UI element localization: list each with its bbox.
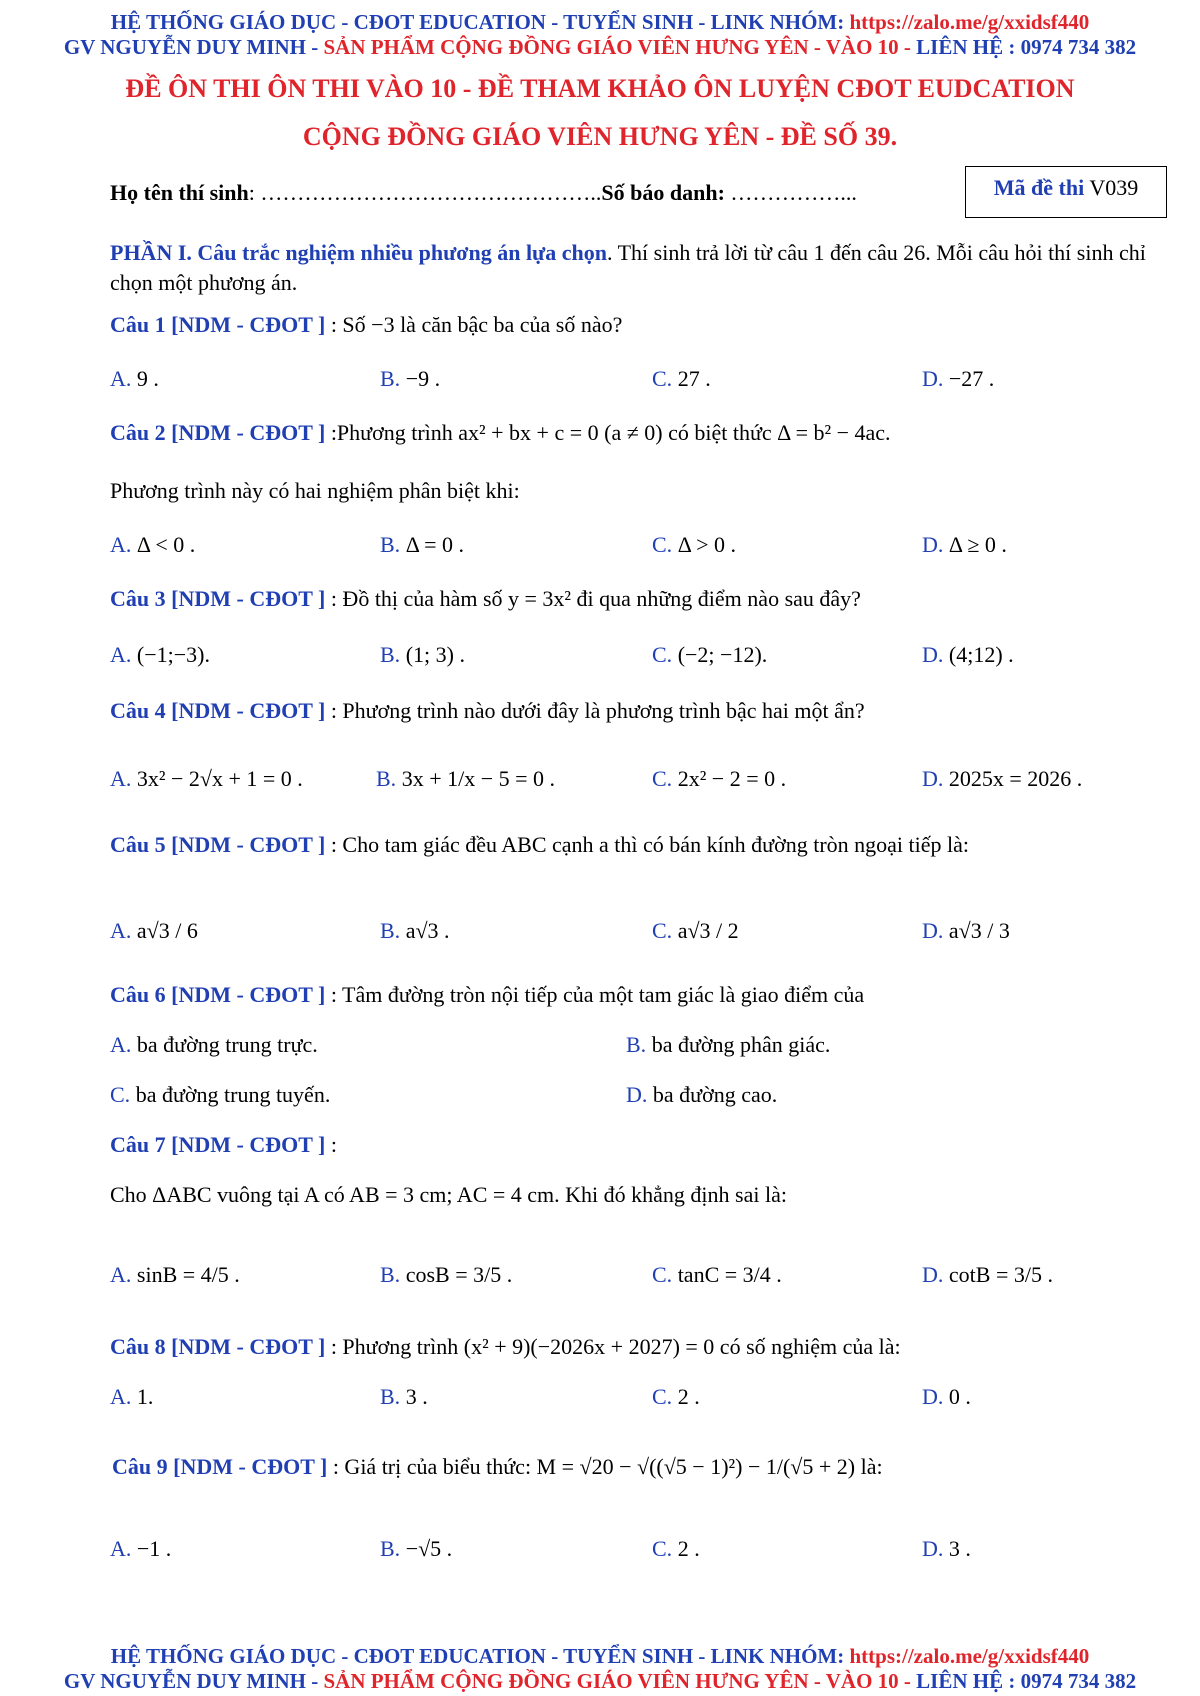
option-6d[interactable]: D. ba đường cao. — [626, 1082, 778, 1107]
question-7-extra: Cho ΔABC vuông tại A có AB = 3 cm; AC = 4 cm. Khi đó khẳng định sai là: — [110, 1182, 787, 1207]
header-author: GV NGUYỄN DUY MINH - — [63, 35, 324, 59]
option-9d[interactable]: D. 3 . — [922, 1536, 971, 1561]
part1-heading: PHẦN I. Câu trắc nghiệm nhiều phương án lựa chọn — [110, 240, 607, 265]
exam-code-value: V039 — [1089, 175, 1139, 200]
option-8c[interactable]: C. 2 . — [652, 1384, 700, 1409]
option-4b[interactable]: B. 3x + 1/x − 5 = 0 . — [376, 766, 556, 791]
exam-code-box — [965, 166, 1167, 218]
question-tag: Câu 8 [NDM - CĐOT ] — [110, 1334, 326, 1359]
option-3c[interactable]: C. (−2; −12). — [652, 642, 768, 667]
question-2 — [110, 420, 891, 446]
option-6b[interactable]: B. ba đường phân giác. — [626, 1032, 831, 1057]
option-5a[interactable]: A. a√3 / 6 — [110, 918, 198, 943]
option-9a[interactable]: A. −1 . — [110, 1536, 172, 1561]
question-tag: Câu 1 [NDM - CĐOT ] — [110, 312, 326, 337]
question-4 — [110, 698, 865, 724]
question-text: : Tâm đường tròn nội tiếp của một tam giác là giao điểm của — [325, 982, 865, 1007]
question-tag: Câu 6 [NDM - CĐOT ] — [110, 982, 326, 1007]
option-1b[interactable]: B. −9 . — [380, 366, 441, 391]
option-4d[interactable]: D. 2025x = 2026 . — [922, 766, 1083, 791]
header-line1-text: HỆ THỐNG GIÁO DỤC - CĐOT EDUCATION - TUYỂN SINH - LINK NHÓM: — [110, 10, 850, 34]
name-label: Họ tên thí sinh — [110, 180, 249, 205]
option-3b[interactable]: B. (1; 3) . — [380, 642, 465, 667]
header-group-link[interactable]: https://zalo.me/g/xxidsf440 — [849, 10, 1090, 34]
question-text: : Đồ thị của hàm số y = 3x² đi qua những điểm nào sau đây? — [325, 586, 861, 611]
option-8a[interactable]: A. 1. — [110, 1384, 154, 1409]
student-info — [110, 180, 857, 206]
question-1 — [110, 312, 622, 338]
option-8d[interactable]: D. 0 . — [922, 1384, 971, 1409]
option-7b[interactable]: B. cosB = 3/5 . — [380, 1262, 513, 1287]
option-9c[interactable]: C. 2 . — [652, 1536, 700, 1561]
exam-title: ĐỀ ÔN THI ÔN THI VÀO 10 - ĐỀ THAM KHẢO ÔN LUYỆN CĐOT EUDCATION — [125, 74, 1075, 103]
page-footer — [0, 1644, 1200, 1694]
option-6c[interactable]: C. ba đường trung tuyến. — [110, 1082, 331, 1107]
option-4c[interactable]: C. 2x² − 2 = 0 . — [652, 766, 787, 791]
option-7a[interactable]: A. sinB = 4/5 . — [110, 1262, 240, 1287]
footer-group-link[interactable]: https://zalo.me/g/xxidsf440 — [849, 1644, 1090, 1668]
header-product: SẢN PHẨM CỘNG ĐỒNG GIÁO VIÊN HƯNG YÊN - VÀO 10 - — [323, 35, 917, 59]
question-text: : Phương trình (x² + 9)(−2026x + 2027) = 0 có số nghiệm của là: — [325, 1334, 901, 1359]
option-2a[interactable]: A. Δ < 0 . — [110, 532, 196, 557]
option-7c[interactable]: C. tanC = 3/4 . — [652, 1262, 782, 1287]
part1-text: . Thí sinh trả lời từ câu 1 đến câu 26. Mỗi câu hỏi thí sinh chỉ chọn một phương án. — [110, 240, 1146, 295]
name-dots: : ……………………………………….. — [248, 180, 602, 205]
option-1d[interactable]: D. −27 . — [922, 366, 995, 391]
question-text: : Số −3 là căn bậc ba của số nào? — [325, 312, 623, 337]
question-5 — [110, 832, 969, 858]
question-2-extra: Phương trình này có hai nghiệm phân biệt khi: — [110, 478, 520, 503]
question-tag: Câu 7 [NDM - CĐOT ] — [110, 1132, 326, 1157]
option-3d[interactable]: D. (4;12) . — [922, 642, 1014, 667]
option-1c[interactable]: C. 27 . — [652, 366, 711, 391]
id-dots: ……………... — [724, 180, 857, 205]
question-text: :Phương trình ax² + bx + c = 0 (a ≠ 0) có biệt thức Δ = b² − 4ac. — [325, 420, 891, 445]
question-tag: Câu 2 [NDM - CĐOT ] — [110, 420, 326, 445]
option-7d[interactable]: D. cotB = 3/5 . — [922, 1262, 1053, 1287]
option-8b[interactable]: B. 3 . — [380, 1384, 428, 1409]
footer-line1-text: HỆ THỐNG GIÁO DỤC - CĐOT EDUCATION - TUYỂN SINH - LINK NHÓM: — [110, 1644, 850, 1668]
question-tag: Câu 4 [NDM - CĐOT ] — [110, 698, 326, 723]
option-1a[interactable]: A. 9 . — [110, 366, 159, 391]
option-3a[interactable]: A. (−1;−3). — [110, 642, 210, 667]
exam-code-label: Mã đề thi — [993, 175, 1085, 200]
option-2d[interactable]: D. Δ ≥ 0 . — [922, 532, 1007, 557]
question-tag: Câu 9 [NDM - CĐOT ] — [112, 1454, 328, 1479]
option-2b[interactable]: B. Δ = 0 . — [380, 532, 465, 557]
footer-author: GV NGUYỄN DUY MINH - — [63, 1669, 324, 1693]
question-7 — [110, 1132, 337, 1158]
option-5b[interactable]: B. a√3 . — [380, 918, 450, 943]
question-9 — [112, 1454, 883, 1480]
id-label: Số báo danh: — [601, 180, 725, 205]
footer-product: SẢN PHẨM CỘNG ĐỒNG GIÁO VIÊN HƯNG YÊN - VÀO 10 - — [323, 1669, 917, 1693]
question-3 — [110, 586, 861, 612]
option-9b[interactable]: B. −√5 . — [380, 1536, 453, 1561]
question-tag: Câu 5 [NDM - CĐOT ] — [110, 832, 326, 857]
question-text: : Giá trị của biểu thức: M = √20 − √((√5 − 1)²) − 1/(√5 + 2) là: — [327, 1454, 883, 1479]
option-6a[interactable]: A. ba đường trung trực. — [110, 1032, 318, 1057]
footer-contact: LIÊN HỆ : 0974 734 382 — [916, 1669, 1137, 1693]
header-contact: LIÊN HỆ : 0974 734 382 — [916, 35, 1137, 59]
option-2c[interactable]: C. Δ > 0 . — [652, 532, 737, 557]
question-8 — [110, 1334, 901, 1360]
page-header — [0, 10, 1200, 60]
question-text: : Phương trình nào dưới đây là phương trình bậc hai một ẩn? — [325, 698, 865, 723]
question-tag: Câu 3 [NDM - CĐOT ] — [110, 586, 326, 611]
option-4a[interactable]: A. 3x² − 2√x + 1 = 0 . — [110, 766, 303, 791]
question-6 — [110, 982, 864, 1008]
option-5c[interactable]: C. a√3 / 2 — [652, 918, 739, 943]
part1-instructions — [110, 238, 1150, 298]
option-5d[interactable]: D. a√3 / 3 — [922, 918, 1010, 943]
exam-subtitle: CỘNG ĐỒNG GIÁO VIÊN HƯNG YÊN - ĐỀ SỐ 39. — [302, 122, 898, 151]
question-text: : Cho tam giác đều ABC cạnh a thì có bán kính đường tròn ngoại tiếp là: — [325, 832, 970, 857]
question-text: : — [325, 1132, 337, 1157]
